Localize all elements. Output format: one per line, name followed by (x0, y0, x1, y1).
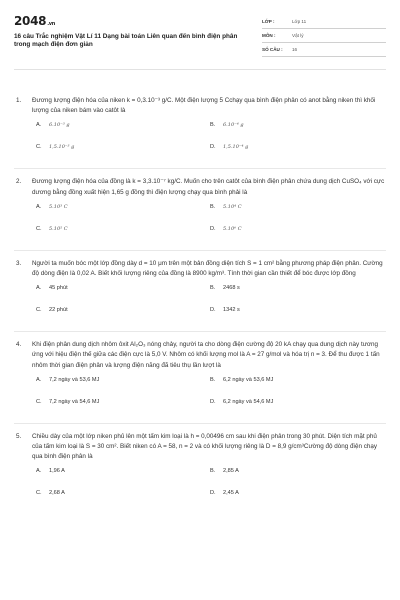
answer-options (14, 122, 386, 166)
info-row-subject (262, 29, 386, 43)
option-letter: D. (210, 490, 216, 497)
question-item (14, 96, 386, 169)
option-letter: B. (210, 203, 216, 210)
option-text: 45 phút (49, 285, 68, 292)
question-text: Đương lượng điện hóa của đồng là k = 3,3.10⁻⁷ kg/C. Muốn cho trên catôt của bình điện phân chứa dung dịch CuSO₄ với cực dương bằng đồng xuất hiện 1,65 g đồng thì điện lượng chạy qua bình phải là (32, 178, 385, 196)
answer-options (14, 285, 386, 329)
answer-options (14, 468, 386, 512)
document-title: 16 câu Trắc nghiệm Vật Lí 11 Dạng bài toán Liên quan đến bình điện phân trong mạch điện đơn giản (14, 33, 238, 49)
question-text: Đương lượng điện hóa của niken k = 0,3.10⁻³ g/C. Một điện lượng 5 Cchạy qua bình điện phân có anot bằng niken thì khối lượng của niken bám vào catôt là (32, 97, 376, 115)
option-text: 6.10⁻³ g (49, 122, 70, 129)
option-text: 2,45 A (223, 490, 239, 497)
option-text: 5.10⁶ C (223, 225, 242, 232)
logo-text: 2048 (14, 14, 47, 28)
option-a[interactable] (36, 377, 210, 399)
info-value: Vật lý (292, 33, 304, 38)
option-letter: A. (36, 122, 42, 129)
info-row-class (262, 15, 386, 29)
option-letter: C. (36, 225, 42, 232)
option-c[interactable] (36, 226, 210, 248)
question-divider (14, 250, 386, 251)
option-letter: C. (36, 398, 42, 405)
question-list (14, 96, 386, 512)
info-value: Lớp 11 (292, 19, 307, 24)
option-letter: A. (36, 468, 42, 475)
option-letter: B. (210, 376, 216, 383)
option-letter: A. (36, 203, 42, 210)
info-label: LỚP : (262, 19, 275, 24)
option-letter: C. (36, 144, 42, 151)
option-text: 6.10⁻⁴ g (223, 122, 244, 129)
option-text: 1342 s (223, 307, 240, 314)
option-letter: A. (36, 285, 42, 292)
option-text: 5.10⁵ C (49, 225, 68, 232)
option-b[interactable] (210, 122, 384, 144)
option-d[interactable] (210, 144, 384, 166)
option-b[interactable] (210, 204, 384, 226)
question-line (14, 96, 386, 116)
answer-options (14, 377, 386, 421)
question-number: 3. (16, 259, 22, 267)
info-value: 16 (292, 47, 298, 52)
question-number: 2. (16, 178, 22, 186)
option-text: 6,2 ngày và 54,6 MJ (223, 398, 274, 405)
answer-options (14, 204, 386, 248)
option-letter: C. (36, 490, 42, 497)
option-text: 1,5.10⁻³ g (49, 144, 75, 151)
question-text: Khi điện phân dung dịch nhôm ôxit Al₂O₃ nóng chảy, người ta cho dòng điện cường độ 20 kA chạy qua dung dịch này tương ứng với hiệu điện thế giữa các điện cực là 5,0 V. Nhôm có khối lượng mol là A = 27 g/mol và hóa trị n = 3. Để thu được 1 tấn nhôm thời gian điện phân và lượng điện năng đã tiêu thụ lần lượt là (32, 341, 380, 369)
info-table (262, 15, 386, 57)
info-row-count (262, 43, 386, 57)
option-a[interactable] (36, 468, 210, 490)
option-letter: B. (210, 285, 216, 292)
question-line (14, 340, 386, 371)
option-letter: D. (210, 225, 216, 232)
option-c[interactable] (36, 144, 210, 166)
option-text: 1,5.10⁻⁴ g (223, 144, 249, 151)
question-line (14, 432, 386, 463)
option-a[interactable] (36, 204, 210, 226)
option-text: 6,2 ngày và 53,6 MJ (223, 376, 274, 383)
option-text: 5.10³ C (49, 203, 68, 210)
option-d[interactable] (210, 399, 384, 421)
option-letter: D. (210, 307, 216, 314)
worksheet-header (14, 14, 386, 70)
question-item (14, 432, 386, 513)
question-divider (14, 331, 386, 332)
option-text: 5.10⁴ C (223, 203, 242, 210)
option-d[interactable] (210, 490, 384, 512)
option-b[interactable] (210, 377, 384, 399)
option-d[interactable] (210, 307, 384, 329)
question-item (14, 259, 386, 332)
option-text: 22 phút (49, 307, 68, 314)
logo-suffix: .vn (47, 21, 56, 27)
option-letter: B. (210, 122, 216, 129)
option-b[interactable] (210, 285, 384, 307)
option-a[interactable] (36, 285, 210, 307)
info-label: MÔN : (262, 33, 276, 38)
question-text: Người ta muốn bóc một lớp đồng dày d = 10 μm trên một bản đồng diện tích S = 1 cm² bằng phương pháp điện phân. Cường độ dòng điện là 0,02 A. Biết khối lượng riêng của đồng là 8900 kg/m³. Tính thời gian cần thiết để bóc được lớp đồng (32, 259, 383, 278)
option-text: 7,2 ngày và 54,6 MJ (49, 398, 100, 405)
option-text: 2468 s (223, 285, 240, 292)
question-line (14, 177, 386, 197)
info-label: SỐ CÂU : (262, 47, 283, 52)
question-number: 5. (16, 432, 22, 440)
question-item (14, 340, 386, 424)
option-letter: D. (210, 398, 216, 405)
option-b[interactable] (210, 468, 384, 490)
option-letter: D. (210, 144, 216, 151)
question-line (14, 259, 386, 279)
option-letter: A. (36, 376, 42, 383)
question-number: 4. (16, 341, 22, 349)
option-d[interactable] (210, 226, 384, 248)
option-letter: C. (36, 307, 42, 314)
question-item (14, 177, 386, 250)
header-left (14, 14, 252, 50)
option-a[interactable] (36, 122, 210, 144)
question-divider (14, 423, 386, 424)
option-text: 1,96 A (49, 468, 65, 475)
option-text: 7,2 ngày và 53,6 MJ (49, 376, 100, 383)
question-text: Chiều dày của một lớp niken phủ lên một tấm kim loại là h = 0,00496 cm sau khi điện phân trong 30 phút. Diện tích mặt phủ của tấm kim loại là S = 30 cm². Biết niken có A = 58, n = 2 và có khối lượng riêng là D = 8,9 g/cm³Cường độ dòng điện chạy qua bình điện phân là (32, 432, 378, 461)
option-c[interactable] (36, 399, 210, 421)
option-text: 2,68 A (49, 490, 65, 497)
option-text: 2,85 A (223, 468, 239, 475)
option-letter: B. (210, 468, 216, 475)
option-c[interactable] (36, 490, 210, 512)
site-logo[interactable] (14, 14, 252, 28)
question-number: 1. (16, 97, 22, 104)
option-c[interactable] (36, 307, 210, 329)
question-divider (14, 168, 386, 169)
